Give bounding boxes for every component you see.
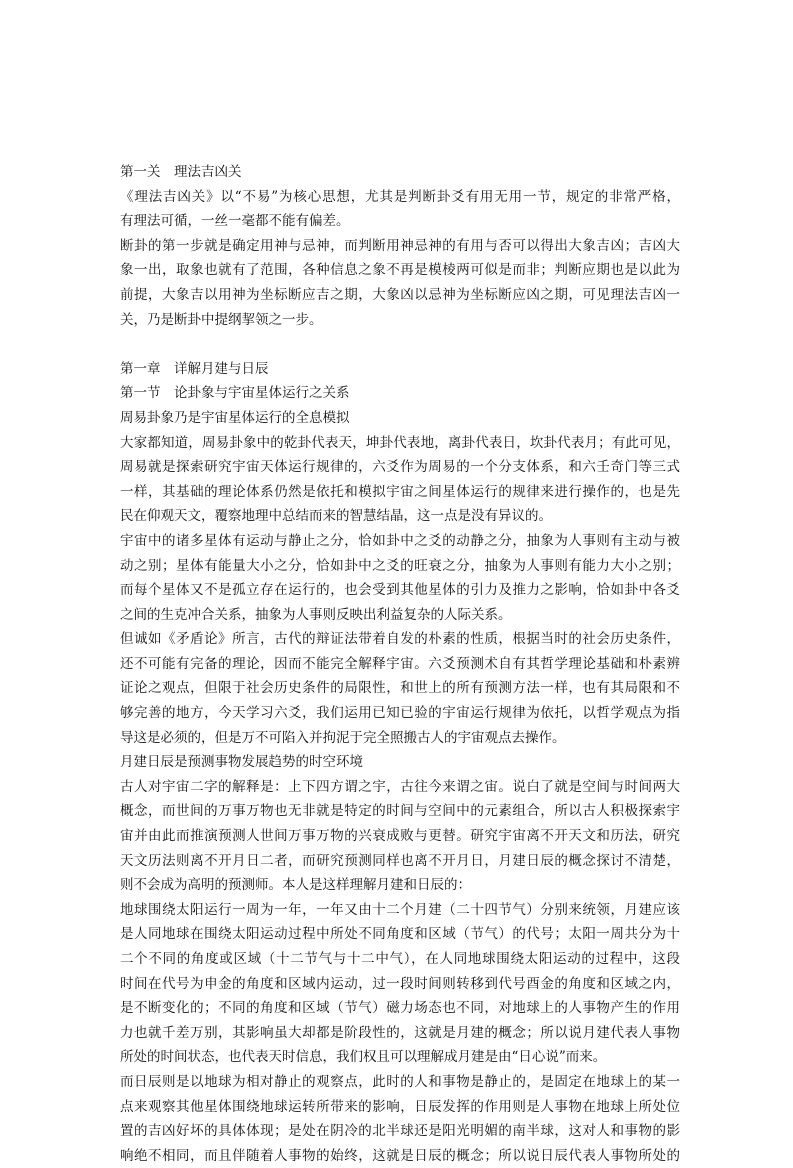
document-page	[120, 160, 680, 1168]
text-line: 大家都知道，周易卦象中的乾卦代表天，坤卦代表地，离卦代表日，坎卦代表月；有此可见，	[120, 434, 680, 451]
text-line: 之间的生克冲合关系，抽象为人事则反映出利益复杂的人际关系。	[120, 606, 512, 623]
text-line: 响绝不相同，而且伴随着人事物的始终，这就是日辰的概念；所以说日辰代表人事物所处的	[120, 1147, 680, 1164]
text-line: 断卦的第一步就是确定用神与忌神，而判断用神忌神的有用与否可以得出大象吉凶；吉凶大	[120, 237, 680, 254]
text-line: 前提，大象吉以用神为坐标断应吉之期，大象凶以忌神为坐标断应凶之期，可见理法吉凶一	[120, 286, 680, 303]
text-line: 但诚如《矛盾论》所言，古代的辩证法带着自发的朴素的性质，根据当时的社会历史条件，	[120, 631, 680, 648]
text-line: 所处的时间状态，也代表天时信息，我们权且可以理解成月建是由“日心说”而来。	[120, 1049, 607, 1066]
text-line: 宇宙中的诸多星体有运动与静止之分，恰如卦中之爻的动静之分，抽象为人事则有主动与被	[120, 532, 680, 549]
text-line: 第一关 理法吉凶关	[120, 164, 242, 180]
text-line: 够完善的地方，今天学习六爻，我们运用已知已验的宇宙运行规律为依托，以哲学观点为指	[120, 705, 680, 722]
text-line: 天文历法则离不开月日二者，而研究预测同样也离不开月日，月建日辰的概念探讨不清楚，	[120, 852, 680, 869]
text-line: 点来观察其他星体围绕地球运转所带来的影响，日辰发挥的作用则是人事物在地球上所处位	[120, 1098, 680, 1115]
text-line: 《理法吉凶关》以“不易”为核心思想，尤其是判断卦爻有用无用一节，规定的非常严格，	[120, 188, 680, 205]
text-line: 有理法可循，一丝一毫都不能有偏差。	[120, 213, 350, 230]
text-line: 古人对宇宙二字的解释是：上下四方谓之宇，古往今来谓之宙。说白了就是空间与时间两大	[120, 778, 680, 795]
text-line: 还不可能有完备的理论，因而不能完全解释宇宙。六爻预测术自有其哲学理论基础和朴素辨	[120, 655, 680, 672]
text-line: 象一出，取象也就有了范围，各种信息之象不再是模棱两可似是而非；判断应期也是以此为	[120, 262, 680, 279]
text-line: 导这是必须的，但是万不可陷入并拘泥于完全照搬古人的宇宙观点去操作。	[120, 729, 566, 746]
text-line: 是人同地球在围绕太阳运动过程中所处不同角度和区域（节气）的代号；太阳一周共分为十	[120, 926, 680, 943]
text-line: 地球围绕太阳运行一周为一年，一年又由十二个月建（二十四节气）分别来统领，月建应该	[120, 901, 680, 918]
text-line: 第一节 论卦象与宇宙星体运行之关系	[120, 385, 350, 402]
text-line: 二个不同的角度或区域（十二节气与十二中气），在人同地球围绕太阳运动的过程中，这段	[120, 951, 680, 967]
text-line: 而每个星体又不是孤立存在运行的，也会受到其他星体的引力及推力之影响，恰如卦中各爻	[120, 582, 680, 599]
text-line: 则不会成为高明的预测师。本人是这样理解月建和日辰的：	[120, 877, 471, 894]
text-line: 第一章 详解月建与日辰	[120, 360, 269, 377]
text-line: 时间在代号为申金的角度和区域内运动，过一段时间则转移到代号酉金的角度和区域之内，	[120, 975, 680, 992]
text-line: 置的吉凶好坏的具体体现；是处在阴冷的北半球还是阳光明媚的南半球，这对人和事物的影	[120, 1123, 680, 1140]
text-line: 证论之观点，但限于社会历史条件的局限性，和世上的所有预测方法一样，也有其局限和不	[120, 680, 680, 697]
text-line: 一样，其基础的理论体系仍然是依托和模拟宇宙之间星体运行的规律来进行操作的，也是先	[120, 483, 680, 500]
text-line: 周易就是探索研究宇宙天体运行规律的，六爻作为周易的一个分支体系，和六壬奇门等三式	[120, 459, 680, 476]
text-line: 宙并由此而推演预测人世间万事万物的兴衰成败与更替。研究宇宙离不开天文和历法，研究	[120, 828, 680, 845]
text-line: 是不断变化的；不同的角度和区域（节气）磁力场态也不同，对地球上的人事物产生的作用	[120, 1000, 680, 1017]
text-line: 力也就千差万别，其影响虽大却都是阶段性的，这就是月建的概念；所以说月建代表人事物	[120, 1024, 680, 1041]
text-line: 而日辰则是以地球为相对静止的观察点，此时的人和事物是静止的，是固定在地球上的某一	[120, 1073, 680, 1090]
blank-line	[120, 332, 680, 357]
text-line: 关，乃是断卦中提纲挈领之一步。	[120, 311, 323, 328]
text-line: 概念，而世间的万事万物也无非就是特定的时间与空间中的元素组合，所以古人积极探索宇	[120, 803, 680, 820]
text-line: 月建日辰是预测事物发展趋势的时空环境	[120, 754, 363, 771]
text-line: 周易卦象乃是宇宙星体运行的全息模拟	[120, 409, 350, 426]
text-line: 动之别；星体有能量大小之分，恰如卦中之爻的旺衰之分，抽象为人事则有能力大小之别；	[120, 557, 680, 574]
text-line: 民在仰观天文，覆察地理中总结而来的智慧结晶，这一点是没有异议的。	[120, 508, 552, 525]
